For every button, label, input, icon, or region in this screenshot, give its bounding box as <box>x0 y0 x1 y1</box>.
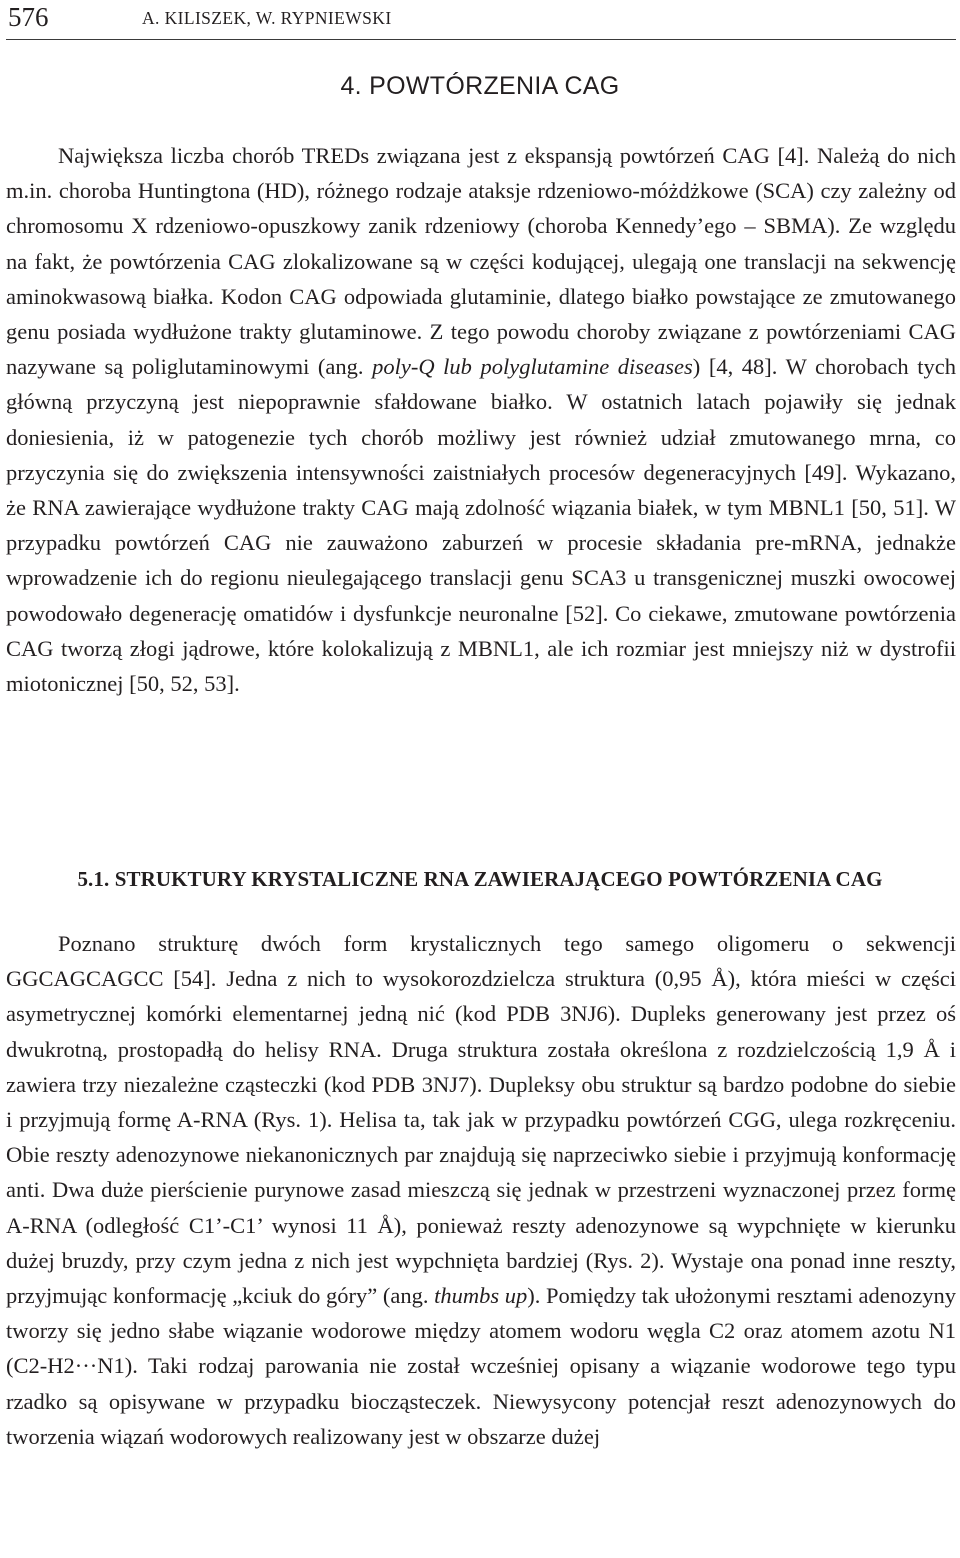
paragraph-text: ). Pomiędzy tak ułożonymi resztami adenozyny tworzy się jedno słabe wiązanie wodorowe między atomem wodoru węgla C2 oraz atomem azotu N1 (C2-H2···N1). Taki rodzaj parowania nie został wcześniej opisany a wiązanie wodorowe tego typu rzadko są opisywane w przypadku biocząsteczek. Niewysycony potencjał reszt adenozynowych do tworzenia wiązań wodorowych realizowany jest w obszarze dużej <box>6 1283 956 1449</box>
section-paragraph <box>6 138 956 701</box>
section-heading: 4. POWTÓRZENIA CAG <box>340 72 620 100</box>
page-number: 576 <box>8 2 49 32</box>
subsection-paragraph <box>6 926 956 1454</box>
paragraph-italic-term: thumbs up <box>434 1283 528 1309</box>
running-header-authors: A. KILISZEK, W. RYPNIEWSKI <box>142 8 392 28</box>
paragraph-italic-term: poly-Q lub polyglutamine diseases <box>372 354 693 380</box>
subsection-heading: 5.1. STRUKTURY KRYSTALICZNE RNA ZAWIERAJĄCEGO POWTÓRZENIA CAG <box>77 867 883 891</box>
paragraph-text: ) [4, 48]. W chorobach tych główną przyczyną jest niepoprawnie sfałdowane białko. W ostatnich latach pojawiły się jednak doniesienia, iż w patogenezie tych chorób możliwy jest również udział zmutowanego mrna, co przyczynia się do zwiększenia intensywności zaistniałych procesów degeneracyjnych [49]. Wykazano, że RNA zawierające wydłużone trakty CAG mają zdolność wiązania białek, w tym MBNL1 [50, 51]. W przypadku powtórzeń CAG nie zauważono zaburzeń w procesie składania pre-mRNA, jednakże wprowadzenie ich do regionu nieulegającego translacji genu SCA3 u transgenicznej muszki owocowej powodowało degenerację omatidów i dysfunkcje neuronalne [52]. Co ciekawe, zmutowane powtórzenia CAG tworzą złogi jądrowe, które kolokalizują z MBNL1, ale ich rozmiar jest mniejszy niż w dystrofii miotonicznej [50, 52, 53]. <box>6 354 957 697</box>
header-divider <box>6 39 956 40</box>
running-header <box>6 0 956 38</box>
paragraph-text: Największa liczba chorób TREDs związana jest z ekspansją powtórzeń CAG [4]. Należą do nich m.in. choroba Huntingtona (HD), różnego rodzaje ataksje rdzeniowo-móżdżkowe (SCA) czy zależny od chromosomu X rdzeniowo-opuszkowy zanik rdzeniowy (choroba Kennedy’ego – SBMA). Ze względu na fakt, że powtórzenia CAG zlokalizowane są w części kodującej, ulegają one translacji na sekwencję aminokwasową białka. Kodon CAG odpowiada glutaminie, dlatego białko powstające ze zmutowanego genu posiada wydłużone trakty glutaminowe. Z tego powodu choroby związane z powtórzeniami CAG nazywane są poliglutaminowymi (ang. <box>6 143 956 380</box>
paragraph-text: Poznano strukturę dwóch form krystalicznych tego samego oligomeru o sekwencji GGCAGCAGCC [54]. Jedna z nich to wysokorozdzielcza struktura (0,95 Å), która mieści w części asymetrycznej komórki elementarnej jedną nić (kod PDB 3NJ6). Dupleks generowany jest przez oś dwukrotną, prostopadłą do helisy RNA. Druga struktura została określona z rozdzielczością 1,9 Å i zawiera trzy niezależne cząsteczki (kod PDB 3NJ7). Dupleksy obu struktur są bardzo podobne do siebie i przyjmują formę A-RNA (Rys. 1). Helisa ta, tak jak w przypadku powtórzeń CGG, ulega rozkręceniu. Obie reszty adenozynowe niekanonicznych par znajdują się naprzeciwko siebie i przyjmują konformację anti. Dwa duże pierścienie purynowe zasad mieszczą się jednak w przestrzeni wyznaczonej przez formę A-RNA (odległość C1’-C1’ wynosi 11 Å), ponieważ reszty adenozynowe są wypchnięte w kierunku dużej bruzdy, przy czym jedna z nich jest wypchnięta bardziej (Rys. 2). Wystaje ona ponad inne reszty, przyjmując konformację „kciuk do góry” (ang. <box>6 931 956 1309</box>
